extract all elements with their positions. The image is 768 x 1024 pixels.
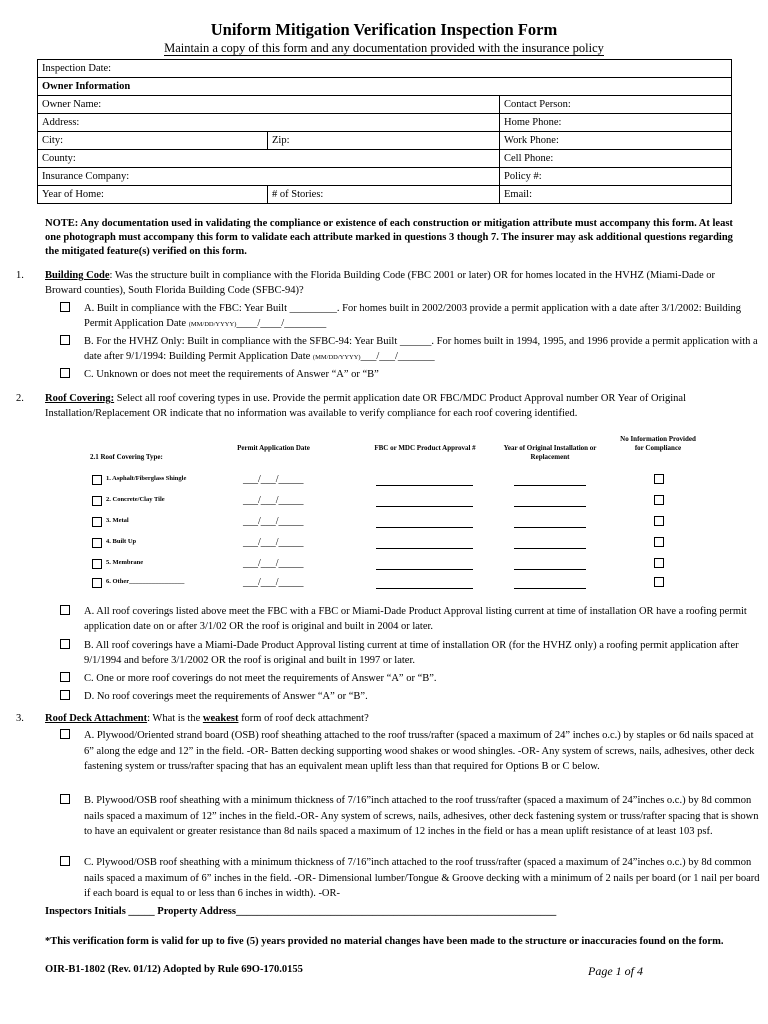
inspection-date-field[interactable]: Inspection Date:: [38, 60, 732, 78]
zip-field[interactable]: Zip:: [268, 132, 500, 150]
year-installed-blank[interactable]: [514, 588, 586, 589]
address-field[interactable]: Address:: [38, 114, 500, 132]
inspector-initials-line[interactable]: Inspectors Initials _____ Property Address_____________________________________________________________: [45, 906, 557, 917]
checkbox[interactable]: [92, 517, 102, 527]
checkbox[interactable]: [92, 496, 102, 506]
year-installed-blank[interactable]: [514, 527, 586, 528]
approval-number-blank[interactable]: [376, 548, 473, 549]
col-product-approval: FBC or MDC Product Approval #: [374, 444, 476, 452]
checkbox[interactable]: [60, 302, 70, 312]
roof-type-label: 5. Membrane: [106, 559, 144, 566]
year-installed-blank[interactable]: [514, 548, 586, 549]
form-id: OIR-B1-1802 (Rev. 01/12) Adopted by Rule 69O-170.0155: [45, 964, 303, 975]
col-permit-date: Permit Application Date: [237, 444, 310, 452]
permit-date-blank[interactable]: ___/___/_____: [243, 516, 304, 527]
year-installed-blank[interactable]: [514, 569, 586, 570]
question-2: [16, 391, 735, 421]
col-year-installed: Year of Original Installation or Replacement: [503, 444, 597, 461]
home-phone-field[interactable]: Home Phone:: [500, 114, 732, 132]
validity-note: *This verification form is valid for up to five (5) years provided no material changes have been made to the structure or inaccuracies found on the form.: [45, 936, 724, 947]
checkbox[interactable]: [60, 690, 70, 700]
insurance-company-field[interactable]: Insurance Company:: [38, 168, 500, 186]
page-number: Page 1 of 4: [588, 964, 643, 978]
question-3: 3. Roof Deck Attachment: What is the weakest form of roof deck attachment?: [16, 713, 369, 724]
question-heading: Roof Covering:: [45, 393, 115, 404]
approval-number-blank[interactable]: [376, 588, 473, 589]
q1-option-c[interactable]: C. Unknown or does not meet the requirements of Answer “A” or “B”: [60, 367, 760, 382]
note-text: NOTE: Any documentation used in validating the compliance or existence of each construction or mitigation attribute must accompany this form. At least one photograph must accompany this form to validate each attribute marked in questions 3 though 7. The insurer may ask additional questions regarding the mitigated feature(s) verified on this form.: [45, 218, 733, 257]
stories-field[interactable]: # of Stories:: [268, 186, 500, 204]
permit-date-blank[interactable]: ___/___/_____: [243, 495, 304, 506]
email-field[interactable]: Email:: [500, 186, 732, 204]
no-info-checkbox[interactable]: [654, 516, 664, 526]
year-installed-blank[interactable]: [514, 485, 586, 486]
county-field[interactable]: County:: [38, 150, 500, 168]
approval-number-blank[interactable]: [376, 569, 473, 570]
contact-person-field[interactable]: Contact Person:: [500, 96, 732, 114]
checkbox[interactable]: [60, 605, 70, 615]
col-roof-type: 2.1 Roof Covering Type:: [90, 453, 163, 461]
q2-option-c[interactable]: C. One or more roof coverings do not meet the requirements of Answer “A” or “B”.: [60, 671, 760, 686]
form-title: Uniform Mitigation Verification Inspection Form: [210, 20, 558, 39]
cell-phone-field[interactable]: Cell Phone:: [500, 150, 732, 168]
no-info-checkbox[interactable]: [654, 474, 664, 484]
no-info-checkbox[interactable]: [654, 537, 664, 547]
no-info-checkbox[interactable]: [654, 577, 664, 587]
q3-option-a[interactable]: A. Plywood/Oriented strand board (OSB) roof sheathing attached to the roof truss/rafter (spaced a maximum of 24” inches o.c.) by staples or 6d nails spaced at 6” along the edge and 12” in the field. -OR- Batten decking supporting wood shakes or wood shingles. -OR- Any system of screws, nails, adhesives, other deck fastening system or truss/rafter spacing that has an equivalent mean uplift less than that required for Options B or C below.: [60, 728, 760, 775]
form-subtitle: Maintain a copy of this form and any documentation provided with the insurance policy: [164, 41, 604, 55]
no-info-checkbox[interactable]: [654, 558, 664, 568]
q1-option-a[interactable]: A. Built in compliance with the FBC: Year Built _________. For homes built in 2002/2003 provide a permit application with a date after 3/1/2002: Building Permit Application Date (MM/DD/YYYY)____/____/________: [60, 301, 760, 332]
roof-type-label: 3. Metal: [106, 517, 129, 524]
checkbox[interactable]: [92, 538, 102, 548]
q3-option-b[interactable]: B. Plywood/OSB roof sheathing with a minimum thickness of 7/16”inch attached to the roof truss/rafter (spaced a maximum of 24”inches o.c.) by 8d common nails spaced a maximum of 12” inches in the field.-OR- Any system of screws, nails, adhesives, other deck fastening system or truss/rafter spacing that is shown to have an equivalent or greater resistance than 8d nails spaced a maximum of 12 inches in the field or has a mean uplift resistance of at least 103 psf.: [60, 793, 760, 840]
permit-date-blank[interactable]: ___/___/_____: [243, 577, 304, 588]
policy-field[interactable]: Policy #:: [500, 168, 732, 186]
question-heading: Building Code: [45, 270, 110, 281]
roof-type-label: 4. Built Up: [106, 538, 137, 545]
q2-option-d[interactable]: D. No roof coverings meet the requirements of Answer “A” or “B”.: [60, 689, 760, 704]
checkbox[interactable]: [60, 794, 70, 804]
no-info-checkbox[interactable]: [654, 495, 664, 505]
weakest-emphasis: weakest: [202, 713, 239, 724]
question-number: 2.: [16, 393, 24, 404]
checkbox[interactable]: [92, 475, 102, 485]
checkbox[interactable]: [60, 368, 70, 378]
checkbox[interactable]: [60, 729, 70, 739]
question-number: 3.: [16, 713, 24, 724]
year-installed-blank[interactable]: [514, 506, 586, 507]
checkbox[interactable]: [92, 578, 102, 588]
permit-date-blank[interactable]: ___/___/_____: [243, 558, 304, 569]
checkbox[interactable]: [92, 559, 102, 569]
work-phone-field[interactable]: Work Phone:: [500, 132, 732, 150]
year-of-home-field[interactable]: Year of Home:: [38, 186, 268, 204]
col-no-info: No Information Provided for Compliance: [620, 435, 696, 452]
city-field[interactable]: City:: [38, 132, 268, 150]
approval-number-blank[interactable]: [376, 527, 473, 528]
q2-option-b[interactable]: B. All roof coverings have a Miami-Dade Product Approval listing current at time of installation OR (for the HVHZ only) a roofing permit application after 9/1/1994 and before 3/1/2002 OR the roof is original and built in 1997 or later.: [60, 638, 760, 668]
roof-type-label: 2. Concrete/Clay Tile: [106, 496, 165, 503]
question-text: Select all roof covering types in use. Provide the permit application date OR FBC/MDC Product Approval number OR Year of Original Installation/Replacement OR indicate that no information was available to verify compliance for each roof covering identified.: [45, 393, 686, 419]
checkbox[interactable]: [60, 639, 70, 649]
q2-option-a[interactable]: A. All roof coverings listed above meet the FBC with a FBC or Miami-Dade Product Approval listing current at time of installation OR have a roofing permit application date on or after 3/1/02 OR the roof is original and built in 2004 or later.: [60, 604, 760, 634]
owner-info-heading: Owner Information: [38, 78, 732, 96]
checkbox[interactable]: [60, 856, 70, 866]
permit-date-blank[interactable]: ___/___/_____: [243, 474, 304, 485]
question-1: [16, 268, 735, 298]
question-text: : Was the structure built in compliance with the Florida Building Code (FBC 2001 or later) OR for homes located in the HVHZ (Miami-Dade or Broward counties), South Florida Building Code (SFBC-94)?: [45, 270, 715, 296]
checkbox[interactable]: [60, 335, 70, 345]
roof-type-label: 6. Other_________________: [106, 578, 185, 585]
q1-option-b[interactable]: B. For the HVHZ Only: Built in compliance with the SFBC-94: Year Built ______. For homes built in 1994, 1995, and 1996 provide a permit application with a date after 9/1/1994: Building Permit Application Date (MM/DD/YYYY)___/___/_______: [60, 334, 760, 365]
approval-number-blank[interactable]: [376, 485, 473, 486]
permit-date-blank[interactable]: ___/___/_____: [243, 537, 304, 548]
roof-type-label: 1. Asphalt/Fiberglass Shingle: [106, 475, 187, 482]
owner-name-field[interactable]: Owner Name:: [38, 96, 500, 114]
q3-option-c[interactable]: C. Plywood/OSB roof sheathing with a minimum thickness of 7/16”inch attached to the roof truss/rafter (spaced a maximum of 24”inches o.c.) by 8d common nails spaced a maximum of 6” inches in the field. -OR- Dimensional lumber/Tongue & Groove decking with a minimum of 2 nails per board (or 1 nail per board if each board is equal to or less than 6 inches in width). -OR-: [60, 855, 760, 902]
question-heading: Roof Deck Attachment: [45, 713, 148, 724]
question-number: 1.: [16, 270, 24, 281]
checkbox[interactable]: [60, 672, 70, 682]
approval-number-blank[interactable]: [376, 506, 473, 507]
owner-info-table: [37, 59, 732, 204]
